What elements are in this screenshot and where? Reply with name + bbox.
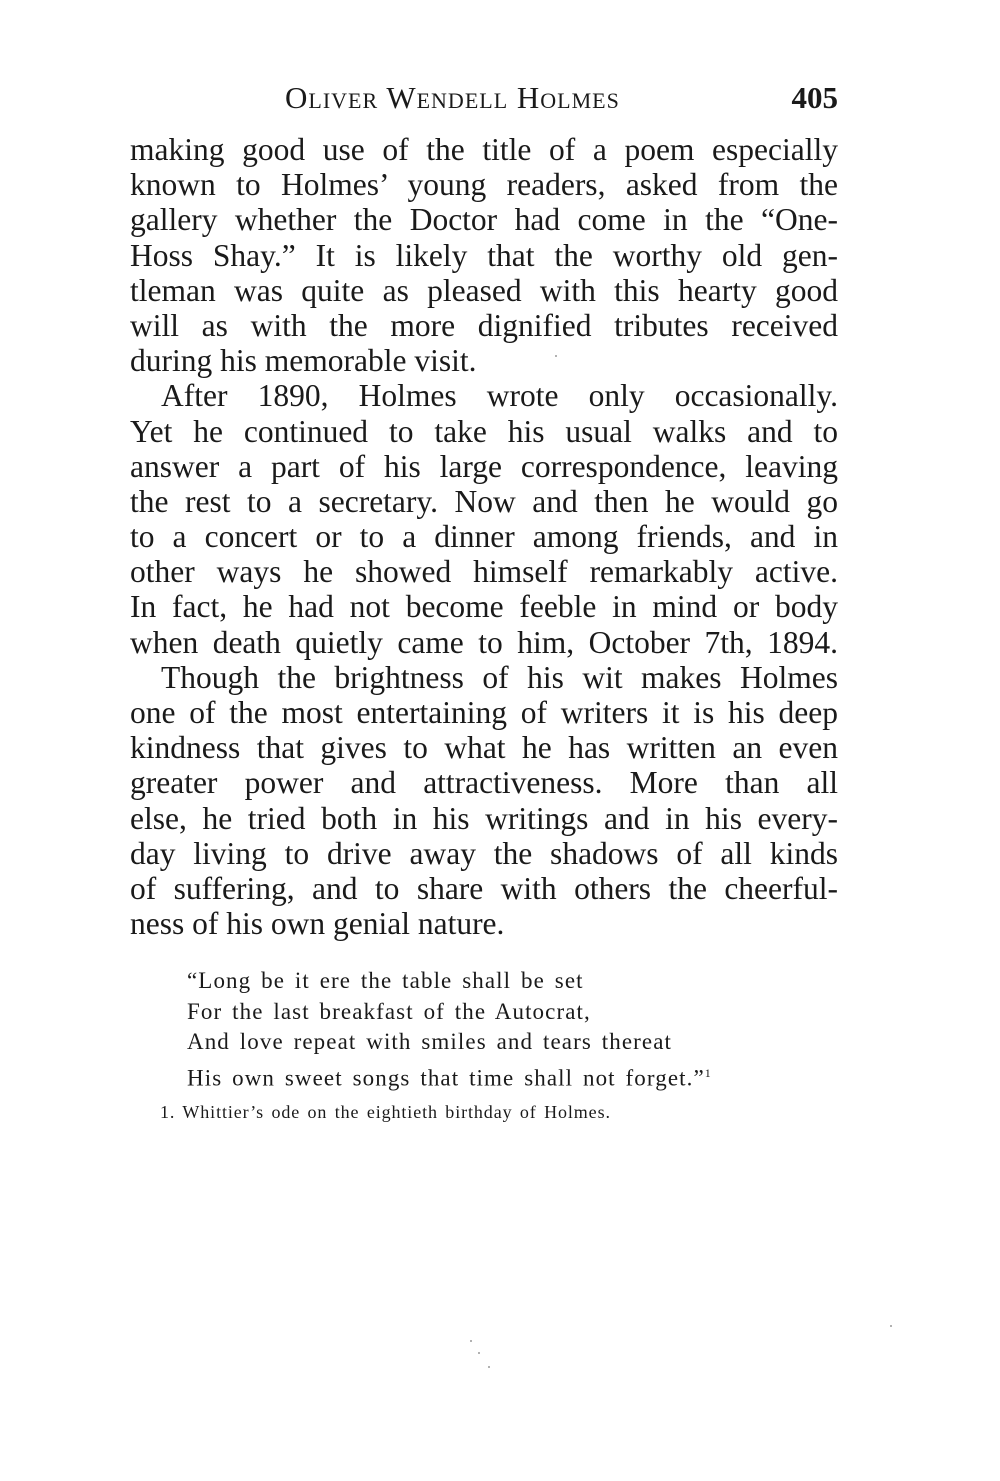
paragraph-2 [130,378,838,660]
running-title: Oliver Wendell Holmes [285,80,620,115]
text-line: will as with the more dignified tributes received [130,307,838,343]
text-line: kindness that gives to what he has written an even [130,730,838,766]
poem-line: For the last breakfast of the Autocrat, [187,998,591,1024]
text-line: to a concert or to a dinner among friends, and in [130,519,838,555]
text-line: making good use of the title of a poem especially [130,132,838,167]
text-line: when death quietly came to him, October 7th, 1894. [130,624,838,660]
poem-line: And love repeat with smiles and tears thereat [187,1029,672,1054]
text-line: answer a part of his large correspondence, leaving [130,448,838,484]
running-head [130,80,838,120]
paragraph-3 [130,660,838,942]
footnote-reference: 1 [704,1065,712,1080]
text-line: tleman was quite as pleased with this hearty good [130,272,838,308]
text-line: during his memorable visit. [130,343,477,379]
text-line: Yet he continued to take his usual walks and to [130,413,838,449]
paragraph-1 [130,132,838,378]
paper-speck [488,1366,490,1368]
footnote-marker: 1. [160,1102,176,1122]
paper-speck [470,1340,472,1342]
text-line: After 1890, Holmes wrote only occasionally. [161,378,838,414]
footnote [160,1102,611,1123]
text-line: Though the brightness of his wit makes Holmes [161,659,838,695]
paper-speck [555,355,557,357]
text-line: greater power and attractiveness. More than all [130,765,838,801]
text-line: day living to drive away the shadows of all kinds [130,835,838,871]
text-line: ness of his own genial nature. [130,906,505,942]
page-number: 405 [791,80,838,115]
text-line: other ways he showed himself remarkably active. [130,554,838,590]
footnote-text: Whittier’s ode on the eightieth birthday of Holmes. [182,1102,611,1122]
text-line: the rest to a secretary. Now and then he would go [130,483,838,519]
poem-line: “Long be it ere the table shall be set [187,968,584,993]
text-line: gallery whether the Doctor had come in the “One- [130,202,838,238]
text-line: In fact, he had not become feeble in mind or body [130,589,838,625]
text-line: else, he tried both in his writings and in his every- [130,800,838,836]
poem-line [187,1058,712,1094]
text-line: one of the most entertaining of writers it is his deep [130,695,838,730]
text-line: of suffering, and to share with others the cheerful- [130,870,838,906]
body-text [130,132,838,941]
poem-line-text: His own sweet songs that time shall not forget.” [187,1065,705,1091]
paper-speck [890,1325,892,1327]
poem-quotation [187,966,712,1094]
paper-speck [478,1352,480,1354]
text-line: known to Holmes’ young readers, asked from the [130,167,838,203]
text-line: Hoss Shay.” It is likely that the worthy old gen- [130,237,838,273]
